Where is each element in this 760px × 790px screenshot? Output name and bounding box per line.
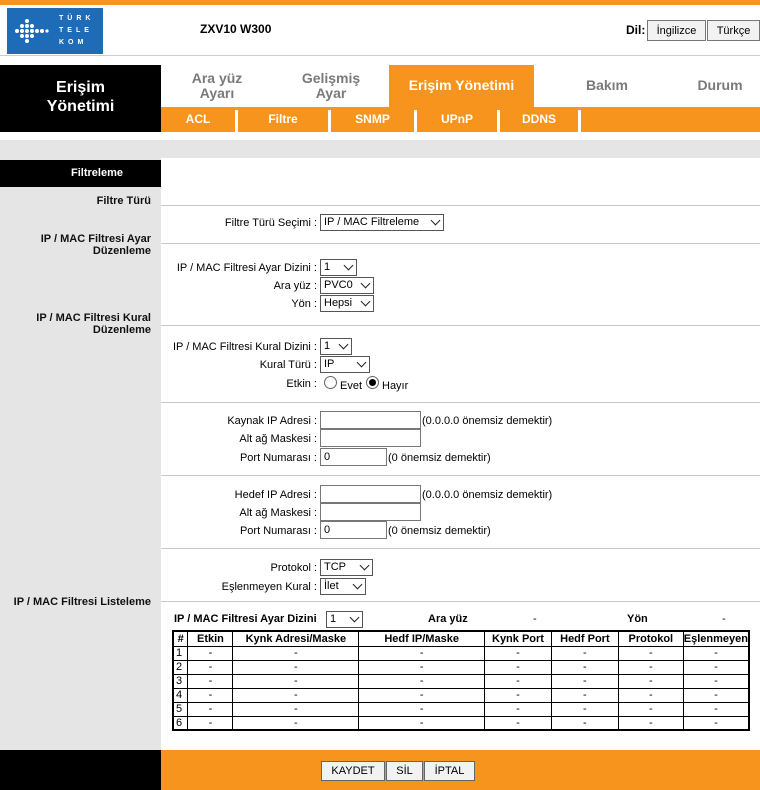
source-ip-label: Kaynak IP Adresi :	[227, 415, 317, 427]
device-model: ZXV10 W300	[200, 22, 272, 36]
section-filter-type: Filtre Türü	[96, 195, 151, 207]
active-label: Etkin :	[286, 378, 317, 390]
dest-port-note: (0 önemsiz demektir)	[388, 525, 491, 537]
interface-select[interactable]: PVC0	[320, 277, 374, 294]
column-header: Hedf Port	[551, 631, 618, 646]
source-port-note: (0 önemsiz demektir)	[388, 452, 491, 464]
listing-index-label: IP / MAC Filtresi Ayar Dizini	[174, 613, 317, 625]
source-mask-label: Alt ağ Maskesi :	[239, 433, 317, 445]
listing-interface-label: Ara yüz	[428, 613, 468, 625]
table-row: 6 - - - - - - -	[173, 716, 749, 730]
rule-type-select[interactable]: IP	[320, 356, 370, 373]
setting-index-select[interactable]: 1	[320, 259, 357, 276]
source-ip-input[interactable]	[320, 411, 421, 429]
column-header: Etkin	[188, 631, 233, 646]
section-rule-edit: IP / MAC Filtresi Kural Düzenleme	[36, 312, 151, 336]
header-divider	[0, 55, 760, 56]
chevron-down-icon	[361, 297, 371, 307]
footer-left	[0, 750, 161, 790]
source-port-input[interactable]: 0	[320, 448, 387, 466]
rule-index-label: IP / MAC Filtresi Kural Dizini :	[172, 341, 317, 353]
tab-advanced-setup[interactable]: Gelişmiş Ayar	[301, 70, 361, 101]
language-label: Dil:	[626, 23, 646, 37]
top-accent-bar	[0, 0, 760, 5]
arrow-logo-icon	[13, 16, 49, 46]
chevron-down-icon	[350, 613, 360, 623]
active-yes-label: Evet	[340, 380, 363, 392]
table-row: 1 - - - - - - -	[173, 646, 749, 660]
filter-list-table	[172, 630, 750, 731]
divider	[161, 548, 760, 549]
english-button[interactable]: İngilizce	[647, 20, 706, 41]
chevron-down-icon	[344, 261, 354, 271]
dest-ip-note: (0.0.0.0 önemsiz demektir)	[422, 489, 553, 501]
active-no-radio[interactable]	[366, 376, 379, 389]
rule-index-select[interactable]: 1	[320, 338, 352, 355]
chevron-down-icon	[360, 561, 370, 571]
column-header: Hedf IP/Maske	[359, 631, 485, 646]
divider	[161, 325, 760, 326]
column-header: Kynk Adresi/Maske	[233, 631, 359, 646]
table-header-row	[173, 631, 749, 646]
tab-interface-setup[interactable]: Ara yüz Ayarı	[191, 70, 243, 101]
divider	[161, 205, 760, 206]
chevron-down-icon	[431, 216, 441, 226]
column-header: #	[173, 631, 188, 646]
direction-label: Yön :	[291, 298, 317, 310]
subtab-divider	[578, 110, 581, 132]
tab-maintenance[interactable]: Bakım	[585, 77, 629, 93]
listing-direction-value: -	[722, 613, 726, 625]
source-mask-input[interactable]	[320, 429, 421, 447]
table-row: 3 - - - - - - -	[173, 674, 749, 688]
subtab-ddns[interactable]: DDNS	[521, 112, 556, 126]
column-header: Kynk Port	[485, 631, 552, 646]
filter-type-label: Filtre Türü Seçimi :	[224, 217, 317, 229]
cancel-button[interactable]: İPTAL	[424, 761, 475, 781]
source-port-label: Port Numarası :	[239, 452, 317, 464]
sidebar-title: Filtreleme	[0, 160, 161, 187]
tab-access-management[interactable]: Erişim Yönetimi	[389, 65, 534, 107]
table-row: 2 - - - - - - -	[173, 660, 749, 674]
unmatched-rule-select[interactable]: İlet	[320, 578, 366, 595]
chevron-down-icon	[357, 358, 367, 368]
unmatched-rule-label: Eşlenmeyen Kural :	[221, 581, 317, 593]
protocol-select[interactable]: TCP	[320, 559, 373, 576]
protocol-label: Protokol :	[270, 562, 317, 574]
turk-telekom-logo	[7, 8, 103, 54]
divider	[161, 601, 760, 602]
section-setting-edit: IP / MAC Filtresi Ayar Düzenleme	[40, 233, 151, 257]
spacer-bar	[0, 140, 760, 158]
dest-ip-label: Hedef IP Adresi :	[234, 489, 317, 501]
dest-port-label: Port Numarası :	[239, 525, 317, 537]
active-no-label: Hayır	[382, 380, 409, 392]
listing-interface-value: -	[533, 613, 537, 625]
dest-port-input[interactable]: 0	[320, 521, 387, 539]
subtab-snmp[interactable]: SNMP	[355, 112, 390, 126]
subtab-upnp[interactable]: UPnP	[440, 112, 473, 126]
section-listing: IP / MAC Filtresi Listeleme	[13, 596, 151, 608]
chevron-down-icon	[361, 279, 371, 289]
chevron-down-icon	[339, 340, 349, 350]
source-ip-note: (0.0.0.0 önemsiz demektir)	[422, 415, 553, 427]
delete-button[interactable]: SİL	[386, 761, 423, 781]
column-header: Eşlenmeyen	[683, 632, 748, 645]
divider	[161, 402, 760, 403]
active-yes-radio[interactable]	[324, 376, 337, 389]
subtab-filter[interactable]: Filtre	[268, 112, 298, 126]
filter-type-select[interactable]: IP / MAC Filtreleme	[320, 214, 444, 231]
chevron-down-icon	[353, 580, 363, 590]
tab-status[interactable]: Durum	[697, 77, 743, 93]
table-row: 5 - - - - - - -	[173, 702, 749, 716]
table-row: 4 - - - - - - -	[173, 688, 749, 702]
save-button[interactable]: KAYDET	[321, 761, 385, 781]
subtab-acl[interactable]: ACL	[185, 112, 211, 126]
listing-index-select[interactable]: 1	[326, 611, 363, 628]
listing-direction-label: Yön	[627, 613, 648, 625]
section-title: Erişim Yönetimi	[0, 65, 161, 132]
direction-select[interactable]: Hepsi	[320, 295, 374, 312]
setting-index-label: IP / MAC Filtresi Ayar Dizini :	[176, 262, 317, 274]
interface-label: Ara yüz :	[273, 280, 317, 292]
rule-type-label: Kural Türü :	[259, 359, 317, 371]
dest-mask-input[interactable]	[320, 503, 421, 521]
dest-ip-input[interactable]	[320, 485, 421, 503]
column-header: Protokol	[618, 631, 683, 646]
logo-wordmark: TÜRK TELE KOM	[59, 15, 95, 46]
divider	[161, 475, 760, 476]
divider	[161, 243, 760, 244]
dest-mask-label: Alt ağ Maskesi :	[239, 507, 317, 519]
turkish-button[interactable]: Türkçe	[707, 20, 760, 41]
